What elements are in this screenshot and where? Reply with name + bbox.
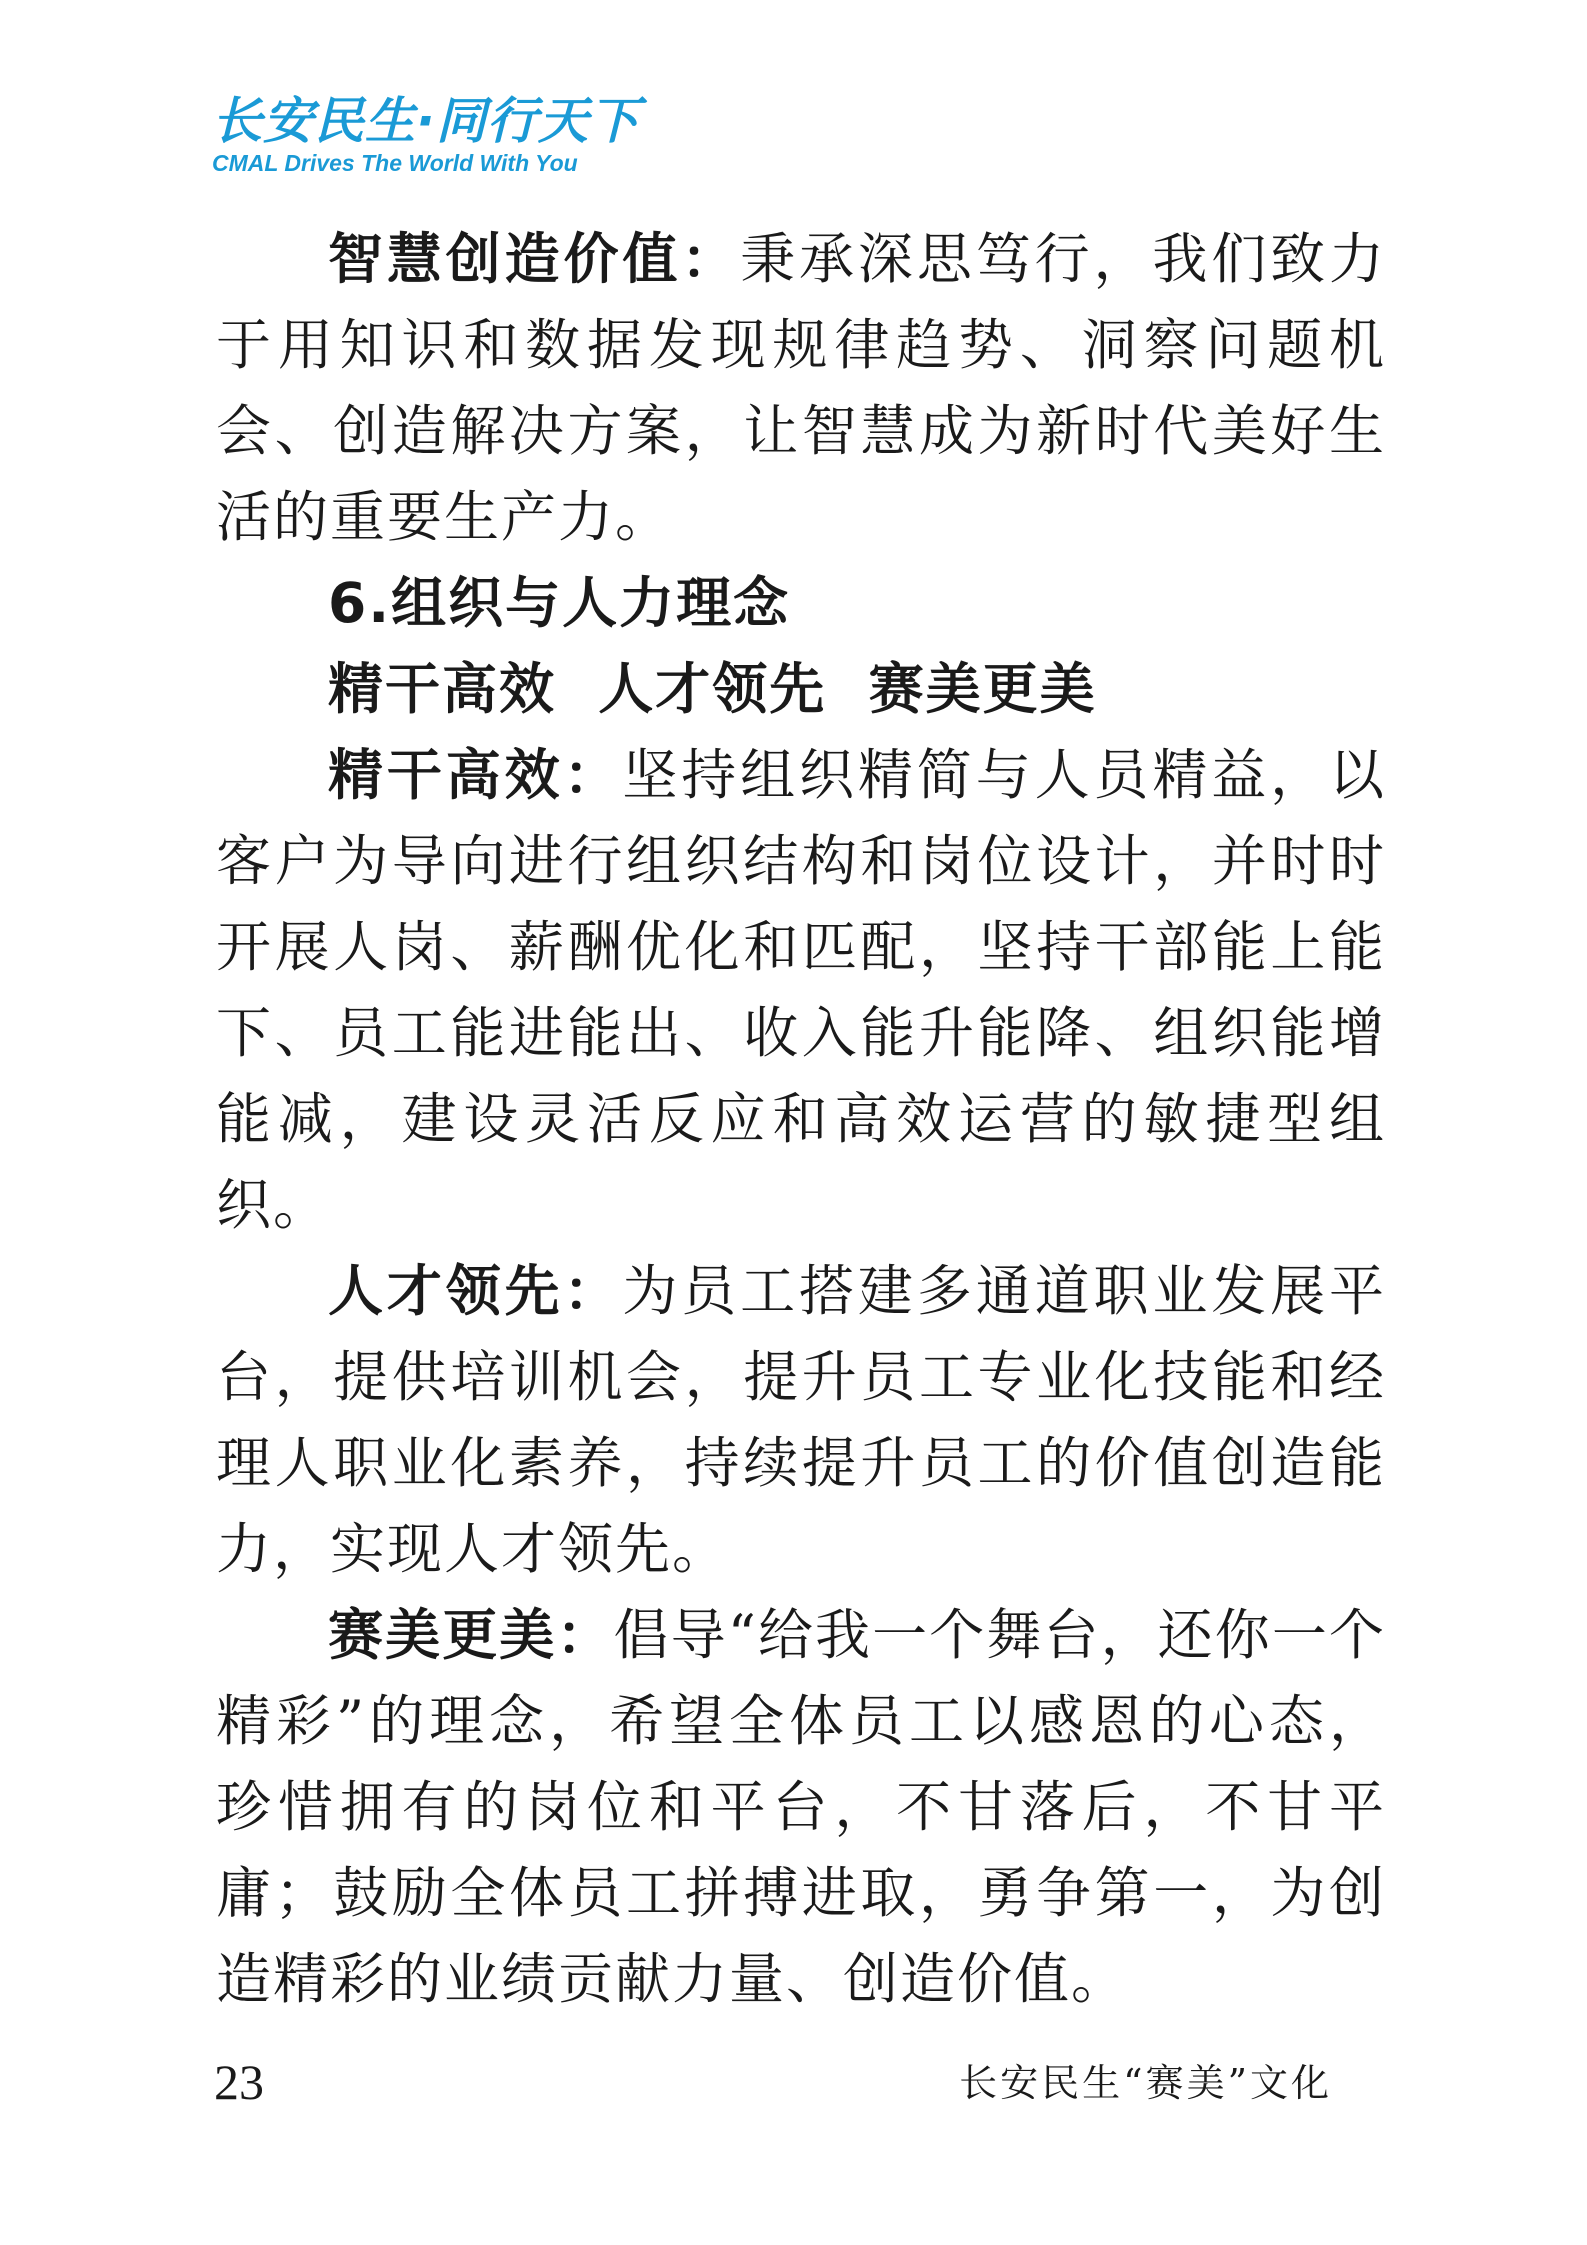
company-logo (212, 92, 662, 176)
paragraph-saimei (216, 1592, 1386, 2022)
paragraph-text: 为员工搭建多通道职业发展平台，提供培训机会，提升员工专业化技能和经理人职业化素养，持续提升员工的价值创造能力，实现人才领先。 (216, 1259, 1386, 1581)
paragraph-text: 倡导“给我一个舞台，还你一个精彩”的理念，希望全体员工以感恩的心态，珍惜拥有的岗位和平台，不甘落后，不甘平庸；鼓励全体员工拼搏进取，勇争第一，为创造精彩的业绩贡献力量、创造价值。 (216, 1603, 1386, 2011)
logo-chinese-slogan: 长安民生·同行天下 (212, 92, 640, 150)
paragraph-lead: 智慧创造价值： (328, 227, 741, 291)
paragraph-text: 坚持组织精简与人员精益，以客户为导向进行组织结构和岗位设计，并时时开展人岗、薪酬优化和匹配，坚持干部能上能下、员工能进能出、收入能升能降、组织能增能减，建设灵活反应和高效运营的敏捷型组织。 (216, 743, 1386, 1237)
paragraph-lead: 人才领先： (328, 1259, 623, 1323)
paragraph-wisdom-value (216, 216, 1386, 560)
page-number: 23 (214, 2054, 264, 2110)
page-body (216, 216, 1386, 2022)
section-heading: 6.组织与人力理念 (328, 571, 791, 635)
section-slogan: 精干高效 人才领先 赛美更美 (328, 657, 1097, 721)
paragraph-talent-leading (216, 1248, 1386, 1592)
paragraph-lead: 赛美更美： (328, 1603, 614, 1667)
footer-title: 长安民生“赛美”文化 (959, 2061, 1332, 2105)
logo-english-slogan: CMAL Drives The World With You (212, 150, 578, 176)
paragraph-lean-efficient (216, 732, 1386, 1248)
paragraph-text: 秉承深思笃行，我们致力于用知识和数据发现规律趋势、洞察问题机会、创造解决方案，让智慧成为新时代美好生活的重要生产力。 (216, 227, 1386, 549)
paragraph-lead: 精干高效： (328, 743, 623, 807)
